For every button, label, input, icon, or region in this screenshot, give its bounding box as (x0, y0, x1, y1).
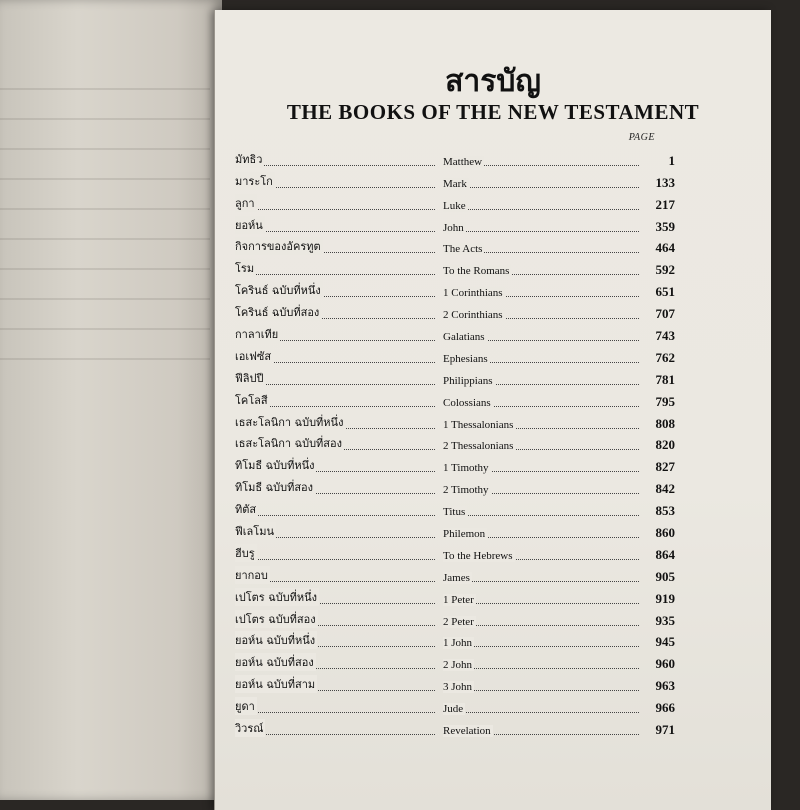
leader-dots (443, 515, 639, 516)
english-book-name: The Acts (443, 243, 483, 256)
toc-entry (235, 258, 675, 280)
english-book-name: Colossians (443, 396, 491, 409)
english-book-name: 1 Thessalonians (443, 418, 514, 431)
toc-entry (235, 521, 675, 543)
toc-entry (235, 193, 675, 215)
page-number: 1 (668, 152, 675, 168)
thai-book-name: กิจการของอัครทูต (235, 237, 323, 255)
thai-book-name: ยอห์น ฉบับที่หนึ่ง (235, 631, 317, 649)
toc-entry (235, 652, 675, 674)
leader-dots (235, 515, 435, 516)
english-book-name: Philemon (443, 528, 486, 541)
toc-entry (235, 609, 675, 631)
thai-book-name: ลูกา (235, 194, 257, 212)
toc-entry (235, 718, 675, 740)
thai-book-name: เอเฟซัส (235, 347, 273, 365)
english-book-name: 2 Timothy (443, 484, 489, 497)
toc-entry (235, 324, 675, 346)
thai-book-name: เธสะโลนิกา ฉบับที่สอง (235, 434, 344, 452)
english-book-name: Luke (443, 199, 466, 212)
leader-dots (443, 209, 639, 210)
english-book-name: Mark (443, 177, 467, 190)
thai-book-name: กาลาเทีย (235, 325, 280, 343)
english-book-name: Galatians (443, 331, 485, 344)
page-number: 651 (655, 284, 675, 300)
toc-entry (235, 280, 675, 302)
toc-entry (235, 499, 675, 521)
toc-entry (235, 171, 675, 193)
thai-book-name: ยอห์น ฉบับที่สอง (235, 653, 316, 671)
thai-book-name: ยากอบ (235, 566, 270, 584)
table-of-contents (235, 149, 675, 740)
toc-entry (235, 302, 675, 324)
toc-entry (235, 368, 675, 390)
leader-dots (443, 712, 639, 713)
page-number: 795 (655, 393, 675, 409)
leader-dots (443, 231, 639, 232)
page-number: 960 (655, 656, 675, 672)
bleed-through-text (0, 60, 210, 360)
left-page (0, 0, 222, 800)
english-title: THE BOOKS OF THE NEW TESTAMENT (286, 100, 700, 124)
toc-entry (235, 215, 675, 237)
english-book-name: Jude (443, 703, 464, 716)
english-book-name: 1 Timothy (443, 462, 489, 475)
toc-entry (235, 543, 675, 565)
thai-book-name: เปโตร ฉบับที่หนึ่ง (235, 588, 319, 606)
toc-entry (235, 390, 675, 412)
english-book-name: 1 John (443, 637, 473, 650)
english-book-name: 1 Peter (443, 593, 474, 606)
thai-book-name: วิวรณ์ (235, 719, 265, 737)
english-book-name: Matthew (443, 155, 483, 168)
toc-entry (235, 346, 675, 368)
leader-dots (235, 209, 435, 210)
page-number: 592 (655, 262, 675, 278)
thai-book-name: ยอห์น (235, 216, 265, 234)
page-number: 966 (655, 700, 675, 716)
toc-entry (235, 434, 675, 456)
toc-entry (235, 237, 675, 259)
page-number: 464 (655, 240, 675, 256)
page-number: 853 (655, 503, 675, 519)
page-number: 359 (655, 218, 675, 234)
toc-entry (235, 477, 675, 499)
page-number: 820 (655, 437, 675, 453)
page-number: 905 (655, 568, 675, 584)
thai-book-name: มัทธิว (235, 150, 264, 168)
toc-entry (235, 696, 675, 718)
english-book-name: Ephesians (443, 352, 488, 365)
page-number: 945 (655, 634, 675, 650)
leader-dots (235, 165, 435, 166)
english-book-name: James (443, 571, 470, 584)
page-column-header: PAGE (628, 132, 655, 143)
toc-entry (235, 631, 675, 653)
leader-dots (235, 231, 435, 232)
thai-book-name: ยอห์น ฉบับที่สาม (235, 675, 317, 693)
toc-entry (235, 587, 675, 609)
thai-book-name: ฟีเลโมน (235, 522, 276, 540)
english-book-name: Titus (443, 506, 466, 519)
thai-book-name: ทิโมธี ฉบับที่สอง (235, 478, 315, 496)
leader-dots (235, 712, 435, 713)
thai-book-name: โครินธ์ ฉบับที่สอง (235, 303, 321, 321)
thai-book-name: ทิโมธี ฉบับที่หนึ่ง (235, 456, 316, 474)
english-book-name: 2 Corinthians (443, 309, 503, 322)
page-number: 860 (655, 525, 675, 541)
toc-entry (235, 149, 675, 171)
leader-dots (235, 559, 435, 560)
thai-book-name: เปโตร ฉบับที่สอง (235, 610, 318, 628)
thai-book-name: ทิตัส (235, 500, 258, 518)
english-book-name: To the Hebrews (443, 549, 513, 562)
english-book-name: 3 John (443, 681, 473, 694)
page-number: 919 (655, 590, 675, 606)
page-number: 743 (655, 328, 675, 344)
thai-book-name: เธสะโลนิกา ฉบับที่หนึ่ง (235, 413, 345, 431)
thai-book-name: โรม (235, 259, 256, 277)
toc-entry (235, 565, 675, 587)
page-number: 842 (655, 481, 675, 497)
thai-book-name: โคโลสี (235, 391, 270, 409)
leader-dots (235, 274, 435, 275)
page-number: 707 (655, 306, 675, 322)
page-number: 133 (655, 174, 675, 190)
thai-book-name: ฮีบรู (235, 544, 257, 562)
page-number: 935 (655, 612, 675, 628)
thai-book-name: มาระโก (235, 172, 275, 190)
english-book-name: 2 John (443, 659, 473, 672)
right-page (214, 10, 771, 810)
english-book-name: 1 Corinthians (443, 287, 503, 300)
page-number: 781 (655, 371, 675, 387)
english-book-name: 2 Peter (443, 615, 474, 628)
page-number: 963 (655, 678, 675, 694)
toc-entry (235, 455, 675, 477)
page-number: 808 (655, 415, 675, 431)
page-number: 762 (655, 349, 675, 365)
english-book-name: Revelation (443, 725, 491, 738)
thai-book-name: โครินธ์ ฉบับที่หนึ่ง (235, 281, 323, 299)
page-number: 864 (655, 546, 675, 562)
english-book-name: Philippians (443, 374, 493, 387)
thai-book-name: ฟีลิปปี (235, 369, 266, 387)
english-book-name: To the Romans (443, 265, 510, 278)
page-number: 217 (655, 196, 675, 212)
english-book-name: 2 Thessalonians (443, 440, 514, 453)
thai-title: สารบัญ (445, 64, 541, 99)
page-number: 971 (655, 722, 675, 738)
thai-book-name: ยูดา (235, 697, 257, 715)
leader-dots (443, 187, 639, 188)
toc-entry (235, 674, 675, 696)
page-number: 827 (655, 459, 675, 475)
leader-dots (443, 581, 639, 582)
toc-entry (235, 412, 675, 434)
english-book-name: John (443, 221, 464, 234)
